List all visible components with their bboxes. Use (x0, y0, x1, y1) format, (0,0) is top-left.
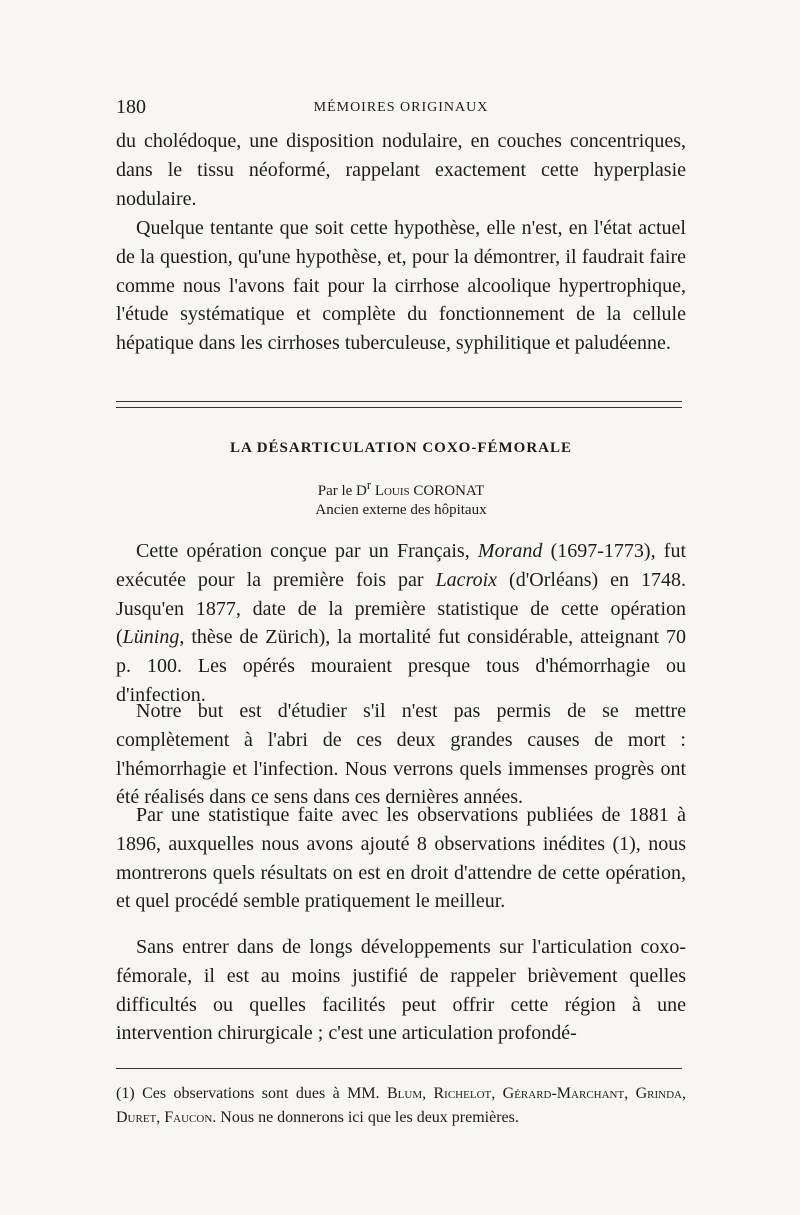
footnote-text: (1) Ces observations sont dues à MM. (116, 1085, 387, 1102)
footnote-rule (116, 1068, 682, 1069)
article-paragraph-1 (116, 537, 686, 710)
running-head: MÉMOIRES ORIGINAUX (313, 100, 489, 115)
text-segment: (d'Orléans) en 1748. Jusqu'en 1877, date de la première statistique de cette opération ( (116, 568, 687, 649)
name-morand: Morand (477, 540, 543, 562)
byline-prefix: Par le D (317, 483, 367, 499)
section-rule-top (116, 401, 682, 402)
page-number: 180 (116, 96, 146, 118)
author-first-name: Louis (374, 483, 410, 499)
author-affiliation: Ancien externe des hôpitaux (315, 502, 487, 518)
footnote-names: Blum, Richelot, Gérard-Marchant, Grinda, Duret, Faucon (116, 1085, 686, 1126)
name-luning: Lüning (122, 626, 180, 649)
continuation-paragraph-1: du cholédoque, une disposition nodulaire, en couches concentriques, dans le tissu néoformé, rappelant exactement cette hyperplasie nodulaire. (116, 130, 686, 210)
page-header (116, 96, 686, 120)
continuation-paragraph-2: Quelque tentante que soit cette hypothèse, elle n'est, en l'état actuel de la question, qu'une hypothèse, et, pour la démontrer, il faudrait faire comme nous l'avons fait pour la cirrhose alcoolique hypertrophique, l'étude systématique et complète du fonctionnement de la cellule hépatique dans les cirrhoses tuberculeuse, syphilitique et paludéenne. (116, 217, 686, 355)
article-paragraph-4: Sans entrer dans de longs développements sur l'articulation coxo-fémorale, il est au moins justifié de rappeler brièvement quelles difficultés ou quelles facilités peut offrir cette région à une intervention chirurgicale ; c'est une articulation profondé- (116, 936, 686, 1045)
footnote-text: . Nous ne donnerons ici que les deux premières. (212, 1109, 519, 1126)
article-title: LA DÉSARTICULATION COXO-FÉMORALE (229, 440, 573, 456)
byline-title-sup: r (366, 478, 372, 492)
article-paragraph-3: Par une statistique faite avec les observations publiées de 1881 à 1896, auxquelles nous avons ajouté 8 observations inédites (1), nous montrerons quels résultats on est en droit d'attendre de cette opération, et quel procédé semble pratiquement le meilleur. (116, 804, 686, 913)
article-paragraph-2: Notre but est d'étudier s'il n'est pas permis de se mettre complètement à l'abri de ces deux grandes causes de mort : l'hémorrhagie et l'infection. Nous verrons quels immenses progrès ont été réalisés dans ce sens dans ces dernières années. (116, 700, 686, 809)
footnote (116, 1082, 686, 1130)
text-segment: Cette opération conçue par un Français, (136, 540, 478, 562)
author-last-name: CORONAT (413, 483, 485, 499)
name-lacroix: Lacroix (435, 568, 498, 591)
section-rule-bottom (116, 407, 682, 408)
author-byline (116, 478, 686, 500)
text-segment: , thèse de Zürich), la mortalité fut considérable, atteignant 70 p. 100. Les opérés mouraient presque tous d'hémorrhagie ou d'infection. (116, 626, 686, 706)
text-segment: (1697-1773), fut exécutée pour la première fois par (116, 540, 686, 591)
